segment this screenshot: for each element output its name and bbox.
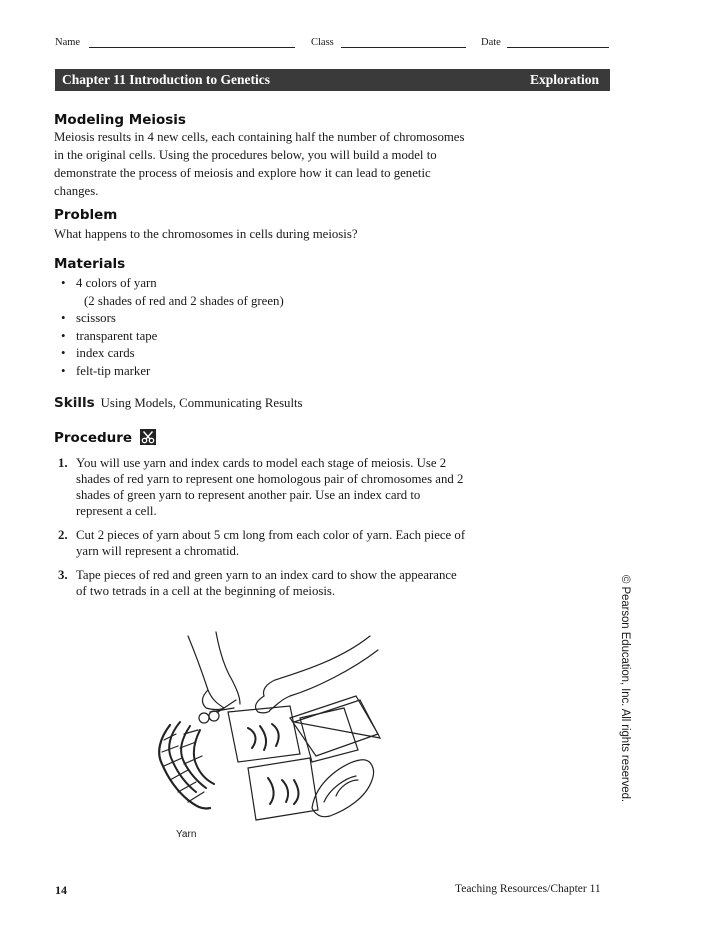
procedure-steps: [58, 455, 468, 607]
list-item: 3. Tape pieces of red and green yarn to an index card to show the appearance of two tetrads in a cell at the beginning of meiosis.: [58, 568, 457, 598]
name-field-line[interactable]: [89, 47, 295, 48]
list-item: • felt-tip marker: [60, 363, 284, 381]
intro-paragraph: Meiosis results in 4 new cells, each containing half the number of chromosomes in the original cells. Using the procedures below, you will build a model to demonstrate the process of meiosis and explore how it can lead to genetic changes.: [54, 130, 465, 198]
list-item: 1. You will use yarn and index cards to model each stage of meiosis. Use 2 shades of red yarn to represent one homologous pair of chromosomes and 2 shades of green yarn to represent another pair. Use an index card to represent a cell.: [58, 456, 464, 518]
skills-text: Using Models, Communicating Results: [100, 396, 303, 410]
scissors-safety-icon: [140, 429, 156, 445]
list-item: • 4 colors of yarn (2 shades of red and 2 shades of green): [60, 275, 284, 310]
page-number: 14: [55, 883, 67, 897]
list-item: • index cards: [60, 345, 284, 363]
procedure-heading: Procedure: [54, 429, 156, 446]
skills-heading: Skills: [54, 395, 95, 411]
footer-source: Teaching Resources/Chapter 11: [455, 883, 601, 895]
yarn-label: Yarn: [176, 829, 197, 840]
class-field-line[interactable]: [341, 47, 466, 48]
worksheet-type: Exploration: [529, 72, 599, 87]
yarn-illustration: [140, 630, 450, 845]
date-field-line[interactable]: [507, 47, 609, 48]
date-label: Date: [481, 37, 501, 48]
section-title: Modeling Meiosis: [54, 112, 186, 128]
name-label: Name: [55, 37, 81, 48]
skills-line: [54, 395, 303, 411]
materials-heading: Materials: [54, 256, 126, 272]
copyright-notice: © Pearson Education, Inc. All rights reserved.: [619, 575, 631, 802]
chapter-banner: [55, 69, 610, 91]
list-item: • scissors: [60, 310, 284, 328]
chapter-title: Chapter 11 Introduction to Genetics: [62, 72, 271, 87]
problem-heading: Problem: [54, 207, 118, 223]
list-item: 2. Cut 2 pieces of yarn about 5 cm long from each color of yarn. Each piece of yarn will represent a chromatid.: [58, 528, 466, 558]
materials-list: [60, 275, 284, 381]
class-label: Class: [311, 37, 334, 48]
problem-text: What happens to the chromosomes in cells during meiosis?: [54, 227, 358, 241]
list-item: • transparent tape: [60, 328, 284, 346]
